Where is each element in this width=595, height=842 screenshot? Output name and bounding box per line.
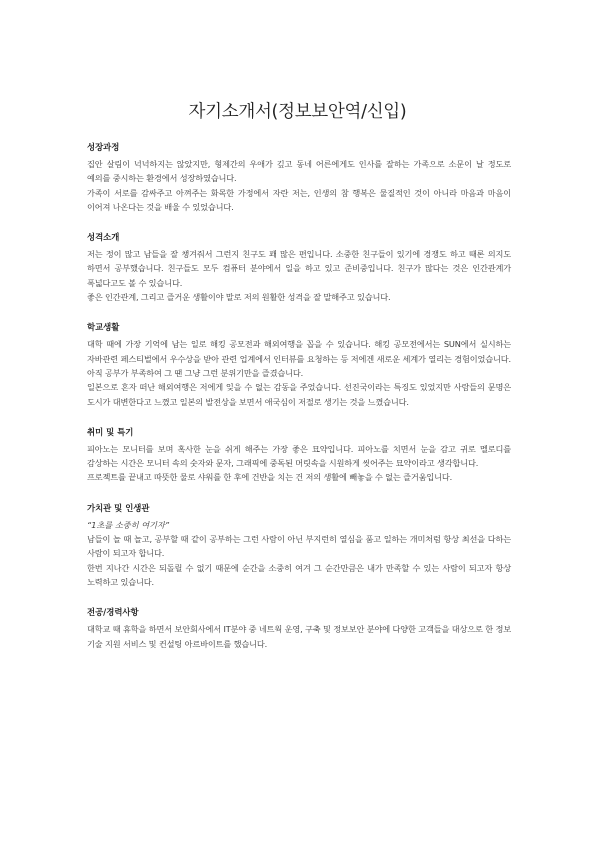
section-career [87,606,511,651]
section-heading: 취미 및 특기 [87,426,134,437]
section-school-life [87,321,511,408]
paragraph: 일본으로 혼자 떠난 해외여행은 저에게 잊을 수 없는 감동을 주었습니다. 선진국이라는 특징도 있었지만 사람들의 문명은 도시가 대변한다고 느꼈고 일본의 발전상을 보면서 애국심이 저절로 생기는 것을 느꼈습니다. [87,382,511,407]
section-heading: 전공/경력사항 [87,607,139,618]
paragraph: 대학교 때 휴학을 하면서 보안회사에서 IT분야 중 네트웍 운영, 구축 및 정보보안 분야에 다양한 고객들을 대상으로 한 정보 기술 지원 서비스 및 컨설팅 아르바이트를 했습니다. [87,624,511,649]
paragraph: 대학 때에 가장 기억에 남는 일로 해킹 공모전과 해외여행을 꼽을 수 있습니다. 해킹 공모전에서는 SUN에서 실시하는 자바관련 페스티벌에서 우수상을 받아 관련 업계에서 인터뷰를 요청하는 등 저에겐 새로운 세계가 열리는 경험이었습니다. 아직 공부가 부족하여 그 땐 그냥 그런 분위기만을 즐겼습니다. [87,339,511,378]
section-growth [87,141,511,214]
paragraph: 한번 지나간 시간은 되돌릴 수 없기 때문에 순간을 소중히 여겨 그 순간만큼은 내가 만족할 수 있는 사람이 되고자 항상 노력하고 있습니다. [87,562,511,587]
document-body [87,141,511,668]
paragraph: 가족이 서로를 감싸주고 아껴주는 화목한 가정에서 자란 저는, 인생의 참 행복은 물질적인 것이 아니라 마음과 마음이 이어져 나온다는 것을 배울 수 있었습니다. [87,187,511,212]
section-personality [87,231,511,304]
section-hobbies [87,426,511,485]
paragraph: 저는 정이 많고 남들을 잘 챙겨줘서 그런지 친구도 꽤 많은 편입니다. 소중한 친구들이 있기에 경쟁도 하고 때론 의지도 하면서 공부했습니다. 친구들도 모두 컴퓨터 분야에서 일을 하고 있고 준비중입니다. 친구가 많다는 것은 인간관계가 폭넓다고도 볼 수 있습니다. [87,249,511,288]
page-title: 자기소개서(정보보안역/신입) [188,102,407,122]
paragraph: 피아노는 모니터를 보며 혹사한 눈을 쉬게 해주는 가장 좋은 묘약입니다. 피아노를 치면서 눈을 감고 귀로 멜로디를 감상하는 시간은 모니터 속의 숫자와 문자, 그래픽에 중독된 머릿속을 시원하게 씻어주는 묘약이라고 생각합니다. [87,443,511,469]
section-heading: 성격소개 [87,232,120,243]
paragraph: 좋은 인간관계, 그리고 즐거운 생활이야 말로 저의 원활한 성격을 잘 말해주고 있습니다. [87,292,391,303]
section-heading: 학교생활 [87,322,120,333]
section-values [87,502,511,589]
paragraph: 남들이 놀 때 놀고, 공부할 때 같이 공부하는 그런 사람이 아닌 부지런히 열심을 품고 일하는 개미처럼 항상 최선을 다하는 사람이 되고자 합니다. [87,534,511,559]
section-heading: 가치관 및 인생관 [87,502,150,513]
motto-quote: “1초를 소중히 여기자” [87,519,170,530]
paragraph: 프로젝트를 끝내고 따뜻한 물로 샤워를 한 후에 건반을 치는 건 저의 생활에 빼놓을 수 없는 즐거움입니다. [87,472,453,483]
section-heading: 성장과정 [87,142,120,152]
paragraph: 집안 살림이 넉넉하지는 않았지만, 형제간의 우애가 깊고 동네 어른에게도 인사를 잘하는 가족으로 소문이 날 정도로 예의를 중시하는 환경에서 성장하였습니다. [87,159,511,184]
